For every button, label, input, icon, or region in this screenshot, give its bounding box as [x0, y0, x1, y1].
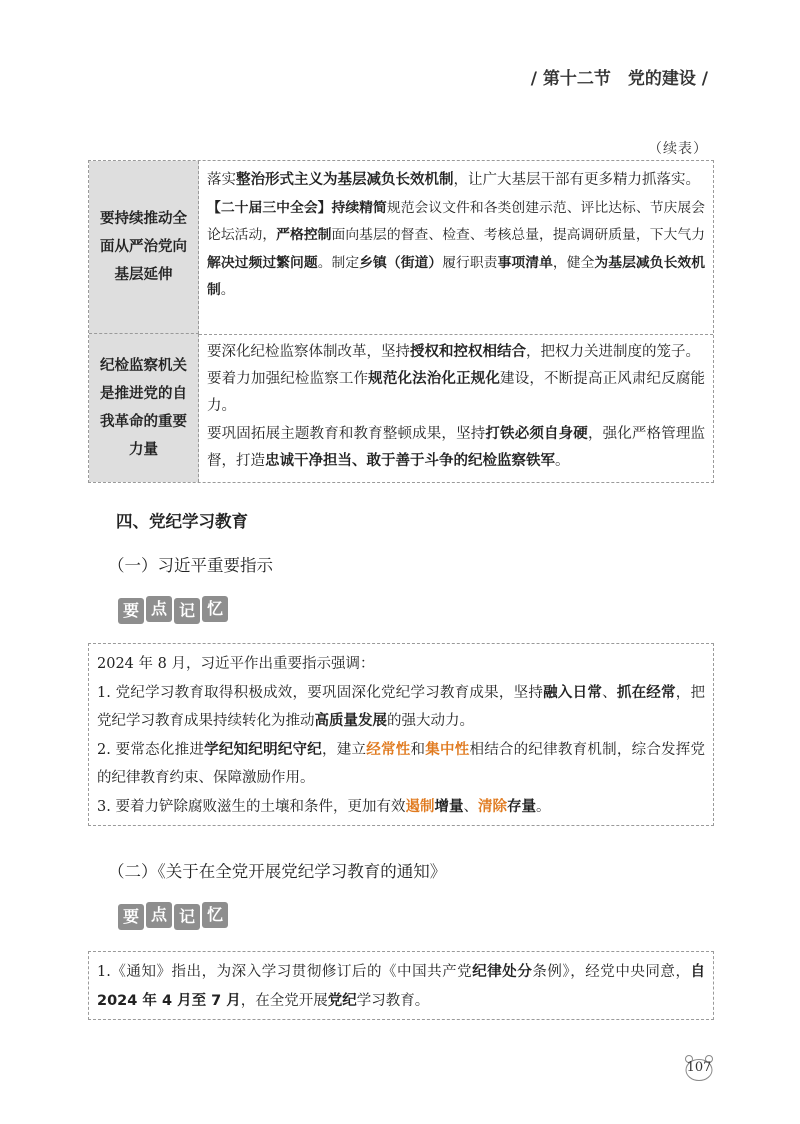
table-row-2-content [207, 339, 705, 475]
badge-char: 记 [174, 598, 200, 624]
box1-item-3: 3. 要着力铲除腐败滋生的土壤和条件，更加有效遏制增量、清除存量。 [97, 798, 551, 815]
continued-label: （续表） [648, 141, 708, 157]
key-points-badge [118, 598, 228, 624]
section-4-heading: 四、党纪学习教育 [116, 512, 248, 531]
badge-char: 点 [146, 596, 172, 622]
page-number: 107 [683, 1054, 715, 1082]
badge-char: 记 [174, 904, 200, 930]
table-row-1-content [207, 167, 705, 305]
badge-char: 忆 [202, 596, 228, 622]
badge-char: 要 [118, 904, 144, 930]
subsection-1-heading: （一）习近平重要指示 [108, 556, 273, 575]
chapter-header: / 第十二节 党的建设 / [530, 69, 708, 89]
table-row-1-label: 要持续推动全面从严治党向基层延伸 [89, 161, 199, 334]
row1-paragraph-2: 【二十届三中全会】持续精简规范会议文件和各类创建示范、评比达标、节庆展会论坛活动，严格控制面向基层的督查、检查、考核总量，提高调研质量，下大气力解决过频过繁问题。制定乡镇（街道）履行职责事项清单，健全为基层减负长效机制。 [207, 199, 706, 298]
badge-char: 要 [118, 598, 144, 624]
row2-paragraph-2: 要着力加强纪检监察工作规范化法治化正规化建设，不断提高正风肃纪反腐能力。 [207, 371, 706, 415]
table-row-2-label: 纪检监察机关是推进党的自我革命的重要力量 [89, 334, 199, 482]
key-points-box-2 [88, 951, 714, 1020]
box1-item-1: 1. 党纪学习教育取得积极成效，要巩固深化党纪学习教育成果，坚持融入日常、抓在经常，把党纪学习教育成果持续转化为推动高质量发展的强大动力。 [97, 684, 706, 729]
badge-char: 点 [146, 902, 172, 928]
box1-item-2: 2. 要常态化推进学纪知纪明纪守纪，建立经常性和集中性相结合的纪律教育机制，综合发挥党的纪律教育约束、保障激励作用。 [97, 741, 706, 786]
row1-paragraph-1: 落实整治形式主义为基层减负长效机制，让广大基层干部有更多精力抓落实。 [207, 172, 700, 188]
subsection-2-heading: （二）《关于在全党开展党纪学习教育的通知》 [108, 862, 447, 881]
key-points-box-1 [88, 643, 714, 826]
box1-intro: 2024 年 8 月，习近平作出重要指示强调： [97, 656, 375, 672]
summary-table [88, 160, 714, 483]
row2-paragraph-3: 要巩固拓展主题教育和教育整顿成果，坚持打铁必须自身硬，强化严格管理监督，打造忠诚干净担当、敢于善于斗争的纪检监察铁军。 [207, 425, 706, 469]
box2-item-1: 1.《通知》指出，为深入学习贯彻修订后的《中国共产党纪律处分条例》，经党中央同意，自 2024 年 4 月至 7 月，在全党开展党纪学习教育。 [97, 964, 705, 1009]
row2-paragraph-1: 要深化纪检监察体制改革，坚持授权和控权相结合，把权力关进制度的笼子。 [207, 344, 700, 360]
badge-char: 忆 [202, 902, 228, 928]
key-points-badge [118, 904, 228, 930]
row-divider [199, 334, 713, 335]
